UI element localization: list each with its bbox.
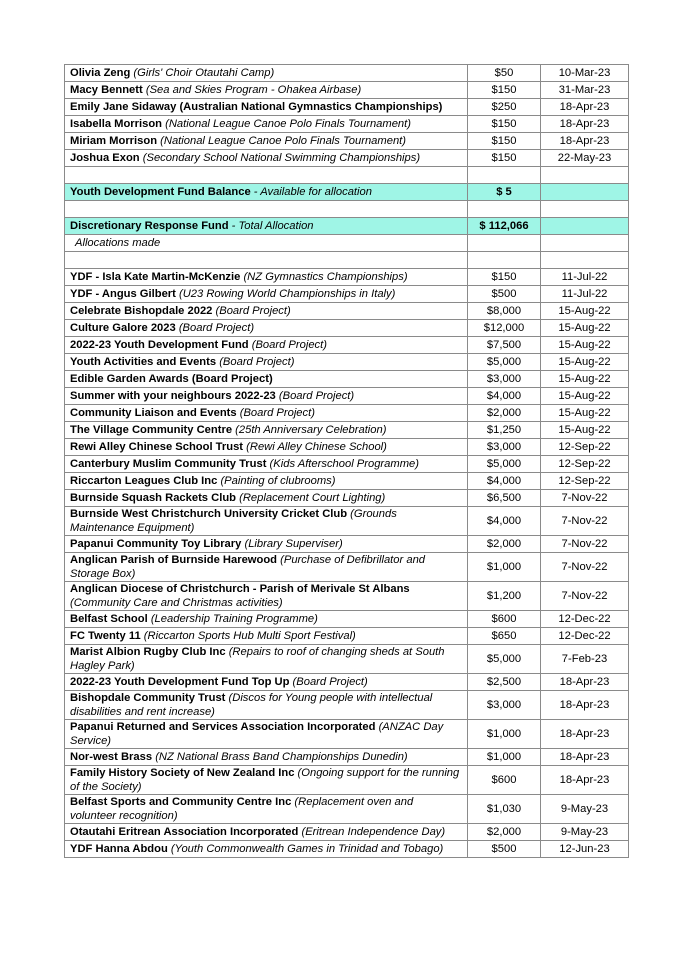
row-description <box>65 645 468 674</box>
row-date: 15-Aug-22 <box>541 320 629 337</box>
table-row <box>65 286 629 303</box>
recipient-name: Canterbury Muslim Community Trust <box>70 458 267 470</box>
recipient-note: (Board Project) <box>278 390 355 402</box>
row-amount: $650 <box>468 628 541 645</box>
recipient-note: (Secondary School National Swimming Championships) <box>142 152 421 164</box>
row-amount: $150 <box>468 133 541 150</box>
row-amount: $600 <box>468 766 541 795</box>
recipient-note: (Rewi Alley Chinese School) <box>246 441 387 453</box>
recipient-note: (Painting of clubrooms) <box>220 475 336 487</box>
row-date <box>541 167 629 184</box>
row-amount: $150 <box>468 269 541 286</box>
row-date: 15-Aug-22 <box>541 337 629 354</box>
row-description <box>65 201 468 218</box>
row-date: 18-Apr-23 <box>541 720 629 749</box>
recipient-note: (Eritrean Independence Day) <box>301 826 446 838</box>
row-date: 18-Apr-23 <box>541 766 629 795</box>
row-date: 18-Apr-23 <box>541 133 629 150</box>
row-description <box>65 99 468 116</box>
recipient-note: (Board Project) <box>292 676 368 688</box>
table-row <box>65 422 629 439</box>
recipient-name: The Village Community Centre <box>70 424 233 436</box>
recipient-note: (ANZAC Day Service) <box>70 721 444 747</box>
row-date: 7-Nov-22 <box>541 490 629 507</box>
row-date: 7-Nov-22 <box>541 507 629 536</box>
table-row <box>65 82 629 99</box>
table-row <box>65 674 629 691</box>
row-description <box>65 766 468 795</box>
row-date: 15-Aug-22 <box>541 354 629 371</box>
recipient-note: (Youth Commonwealth Games in Trinidad and Tobago) <box>170 843 444 855</box>
table-row <box>65 749 629 766</box>
row-amount: $8,000 <box>468 303 541 320</box>
table-row <box>65 582 629 611</box>
row-date: 7-Nov-22 <box>541 536 629 553</box>
row-description <box>65 388 468 405</box>
recipient-name: Rewi Alley Chinese School Trust <box>70 441 244 453</box>
row-description <box>65 553 468 582</box>
row-date: 15-Aug-22 <box>541 405 629 422</box>
row-date: 9-May-23 <box>541 824 629 841</box>
recipient-note: (Kids Afterschool Programme) <box>269 458 419 470</box>
table-row <box>65 337 629 354</box>
table-row <box>65 824 629 841</box>
table-row <box>65 371 629 388</box>
row-date <box>541 218 629 235</box>
row-description <box>65 303 468 320</box>
row-description <box>65 235 468 252</box>
row-description <box>65 795 468 824</box>
row-amount: $7,500 <box>468 337 541 354</box>
table-row <box>65 536 629 553</box>
row-amount: $4,000 <box>468 388 541 405</box>
row-amount: $12,000 <box>468 320 541 337</box>
row-amount: $1,000 <box>468 553 541 582</box>
recipient-note: (NZ National Brass Band Championships Dunedin) <box>155 751 408 763</box>
row-description <box>65 507 468 536</box>
row-amount: $6,500 <box>468 490 541 507</box>
recipient-name: FC Twenty 11 <box>70 630 141 642</box>
row-description <box>65 691 468 720</box>
row-amount: $1,000 <box>468 720 541 749</box>
recipient-note: (Sea and Skies Program - Ohakea Airbase) <box>145 84 362 96</box>
row-date: 7-Nov-22 <box>541 582 629 611</box>
row-amount: $2,000 <box>468 405 541 422</box>
row-description <box>65 371 468 388</box>
table-row <box>65 150 629 167</box>
recipient-name: Papanui Community Toy Library <box>70 538 242 550</box>
recipient-note: (Riccarton Sports Hub Multi Sport Festival) <box>143 630 356 642</box>
row-amount: $5,000 <box>468 645 541 674</box>
table-row <box>65 795 629 824</box>
row-amount: $50 <box>468 65 541 82</box>
row-amount: $500 <box>468 841 541 858</box>
row-amount: $600 <box>468 611 541 628</box>
row-amount: $2,000 <box>468 536 541 553</box>
recipient-name: Burnside West Christchurch University Cricket Club <box>70 508 348 520</box>
recipient-note: (NZ Gymnastics Championships) <box>243 271 408 283</box>
row-date: 12-Sep-22 <box>541 456 629 473</box>
row-description <box>65 674 468 691</box>
recipient-note: (Leadership Training Programme) <box>150 613 318 625</box>
allocations-table-body <box>65 65 629 858</box>
recipient-name: Macy Bennett <box>70 84 143 96</box>
recipient-name: Summer with your neighbours 2022-23 <box>70 390 276 402</box>
recipient-note: - Total Allocation <box>231 220 314 232</box>
row-amount: $1,030 <box>468 795 541 824</box>
recipient-note: (Ongoing support for the running of the Society) <box>70 767 460 793</box>
recipient-name: Burnside Squash Rackets Club <box>70 492 236 504</box>
row-date: 15-Aug-22 <box>541 371 629 388</box>
recipient-note: (Board Project) <box>251 339 327 351</box>
row-description <box>65 133 468 150</box>
recipient-note: (Replacement Court Lighting) <box>239 492 386 504</box>
row-date: 15-Aug-22 <box>541 422 629 439</box>
row-description <box>65 824 468 841</box>
recipient-note: (Repairs to roof of changing sheds at South Hagley Park) <box>70 646 445 672</box>
table-row <box>65 269 629 286</box>
row-date: 7-Feb-23 <box>541 645 629 674</box>
recipient-note: (National League Canoe Polo Finals Tournament) <box>165 118 411 130</box>
row-description <box>65 490 468 507</box>
recipient-name: Marist Albion Rugby Club Inc <box>70 646 226 658</box>
row-description <box>65 536 468 553</box>
table-row <box>65 99 629 116</box>
row-description <box>65 150 468 167</box>
blank-row <box>65 252 629 269</box>
table-row <box>65 405 629 422</box>
table-row <box>65 320 629 337</box>
recipient-name: Youth Development Fund Balance <box>70 186 251 198</box>
table-row <box>65 628 629 645</box>
row-date <box>541 235 629 252</box>
row-description <box>65 354 468 371</box>
table-row <box>65 456 629 473</box>
recipient-name: Papanui Returned and Services Association Incorporated <box>70 721 376 733</box>
row-amount: $4,000 <box>468 473 541 490</box>
row-description <box>65 582 468 611</box>
row-description <box>65 218 468 235</box>
row-description <box>65 422 468 439</box>
recipient-note: (25th Anniversary Celebration) <box>235 424 387 436</box>
row-date: 11-Jul-22 <box>541 286 629 303</box>
row-amount <box>468 252 541 269</box>
row-amount <box>468 235 541 252</box>
recipient-name: Joshua Exon <box>70 152 140 164</box>
recipient-name: Miriam Morrison <box>70 135 158 147</box>
row-description <box>65 252 468 269</box>
row-description <box>65 749 468 766</box>
table-row <box>65 65 629 82</box>
recipient-name: Anglican Diocese of Christchurch - Parish of Merivale St Albans <box>70 583 410 595</box>
row-amount: $150 <box>468 116 541 133</box>
row-date <box>541 201 629 218</box>
row-date: 15-Aug-22 <box>541 388 629 405</box>
recipient-name: Bishopdale Community Trust <box>70 692 226 704</box>
fund-summary-row <box>65 218 629 235</box>
recipient-name: Nor-west Brass <box>70 751 153 763</box>
row-description <box>65 116 468 133</box>
recipient-name: Community Liaison and Events <box>70 407 237 419</box>
row-date: 18-Apr-23 <box>541 99 629 116</box>
recipient-name: YDF - Angus Gilbert <box>70 288 176 300</box>
row-description <box>65 82 468 99</box>
recipient-name: Edible Garden Awards (Board Project) <box>70 373 273 385</box>
table-row <box>65 766 629 795</box>
recipient-name: Belfast School <box>70 613 148 625</box>
recipient-name: Belfast Sports and Community Centre Inc <box>70 796 292 808</box>
recipient-name: Otautahi Eritrean Association Incorporated <box>70 826 299 838</box>
recipient-name: Celebrate Bishopdale 2022 <box>70 305 213 317</box>
row-description <box>65 167 468 184</box>
row-date: 15-Aug-22 <box>541 303 629 320</box>
row-amount <box>468 201 541 218</box>
recipient-note: (Library Superviser) <box>244 538 343 550</box>
recipient-name: Emily Jane Sidaway (Australian National Gymnastics Championships) <box>70 101 443 113</box>
recipient-name: Anglican Parish of Burnside Harewood <box>70 554 278 566</box>
row-amount: $2,000 <box>468 824 541 841</box>
recipient-note: (Board Project) <box>219 356 295 368</box>
recipient-note: (National League Canoe Polo Finals Tournament) <box>160 135 407 147</box>
allocations-table <box>64 64 629 858</box>
row-description <box>65 184 468 201</box>
blank-row <box>65 167 629 184</box>
table-row <box>65 720 629 749</box>
recipient-name: 2022-23 Youth Development Fund Top Up <box>70 676 290 688</box>
row-date: 12-Sep-22 <box>541 439 629 456</box>
row-date: 12-Dec-22 <box>541 628 629 645</box>
recipient-name: Youth Activities and Events <box>70 356 217 368</box>
row-amount: $150 <box>468 150 541 167</box>
row-date: 22-May-23 <box>541 150 629 167</box>
table-row <box>65 354 629 371</box>
blank-row <box>65 201 629 218</box>
allocations-made-label: Allocations made <box>75 237 161 249</box>
row-description <box>65 286 468 303</box>
fund-summary-row <box>65 184 629 201</box>
row-amount: $3,000 <box>468 371 541 388</box>
row-date: 31-Mar-23 <box>541 82 629 99</box>
table-row <box>65 507 629 536</box>
table-row <box>65 133 629 150</box>
table-row <box>65 388 629 405</box>
row-description <box>65 337 468 354</box>
row-amount: $3,000 <box>468 691 541 720</box>
row-amount: $1,200 <box>468 582 541 611</box>
row-amount: $ 112,066 <box>468 218 541 235</box>
table-row <box>65 473 629 490</box>
recipient-name: Discretionary Response Fund <box>70 220 229 232</box>
table-row <box>65 611 629 628</box>
recipient-name: YDF - Isla Kate Martin-McKenzie <box>70 271 241 283</box>
row-date <box>541 252 629 269</box>
row-description <box>65 841 468 858</box>
recipient-note: (Community Care and Christmas activities) <box>70 597 283 609</box>
row-date: 18-Apr-23 <box>541 749 629 766</box>
table-row <box>65 841 629 858</box>
recipient-name: YDF Hanna Abdou <box>70 843 168 855</box>
recipient-note: (Discos for Young people with intellectual disabilities and rent increase) <box>70 692 433 718</box>
row-date: 9-May-23 <box>541 795 629 824</box>
row-date: 12-Sep-22 <box>541 473 629 490</box>
recipient-note: (Girls' Choir Otautahi Camp) <box>133 67 275 79</box>
table-row <box>65 116 629 133</box>
row-description <box>65 473 468 490</box>
recipient-name: Family History Society of New Zealand Inc <box>70 767 295 779</box>
recipient-note: - Available for allocation <box>253 186 372 198</box>
row-amount: $4,000 <box>468 507 541 536</box>
row-date: 18-Apr-23 <box>541 116 629 133</box>
recipient-note: (Board Project) <box>239 407 315 419</box>
recipient-name: 2022-23 Youth Development Fund <box>70 339 249 351</box>
recipient-name: Olivia Zeng <box>70 67 131 79</box>
row-amount: $5,000 <box>468 456 541 473</box>
row-description <box>65 628 468 645</box>
row-date: 11-Jul-22 <box>541 269 629 286</box>
recipient-note: (Replacement oven and volunteer recognition) <box>70 796 414 822</box>
recipient-name: Riccarton Leagues Club Inc <box>70 475 218 487</box>
section-label-row <box>65 235 629 252</box>
row-description <box>65 611 468 628</box>
row-description <box>65 439 468 456</box>
row-date <box>541 184 629 201</box>
recipient-note: (U23 Rowing World Championships in Italy) <box>178 288 396 300</box>
row-amount: $250 <box>468 99 541 116</box>
row-amount: $1,250 <box>468 422 541 439</box>
row-date: 12-Dec-22 <box>541 611 629 628</box>
table-row <box>65 645 629 674</box>
recipient-note: (Grounds Maintenance Equipment) <box>70 508 397 534</box>
row-description <box>65 720 468 749</box>
recipient-note: (Board Project) <box>178 322 255 334</box>
row-amount: $1,000 <box>468 749 541 766</box>
row-amount: $ 5 <box>468 184 541 201</box>
recipient-note: (Board Project) <box>215 305 291 317</box>
table-row <box>65 691 629 720</box>
table-row <box>65 490 629 507</box>
row-amount: $500 <box>468 286 541 303</box>
row-description <box>65 320 468 337</box>
recipient-name: Culture Galore 2023 <box>70 322 176 334</box>
row-date: 12-Jun-23 <box>541 841 629 858</box>
recipient-note: (Purchase of Defibrillator and Storage Box) <box>70 554 426 580</box>
row-amount: $5,000 <box>468 354 541 371</box>
row-amount: $2,500 <box>468 674 541 691</box>
table-row <box>65 439 629 456</box>
row-description <box>65 405 468 422</box>
table-row <box>65 303 629 320</box>
row-description <box>65 65 468 82</box>
row-amount: $150 <box>468 82 541 99</box>
row-date: 18-Apr-23 <box>541 691 629 720</box>
row-description <box>65 456 468 473</box>
row-date: 18-Apr-23 <box>541 674 629 691</box>
table-row <box>65 553 629 582</box>
recipient-name: Isabella Morrison <box>70 118 163 130</box>
row-date: 7-Nov-22 <box>541 553 629 582</box>
row-description <box>65 269 468 286</box>
row-amount <box>468 167 541 184</box>
row-amount: $3,000 <box>468 439 541 456</box>
row-date: 10-Mar-23 <box>541 65 629 82</box>
